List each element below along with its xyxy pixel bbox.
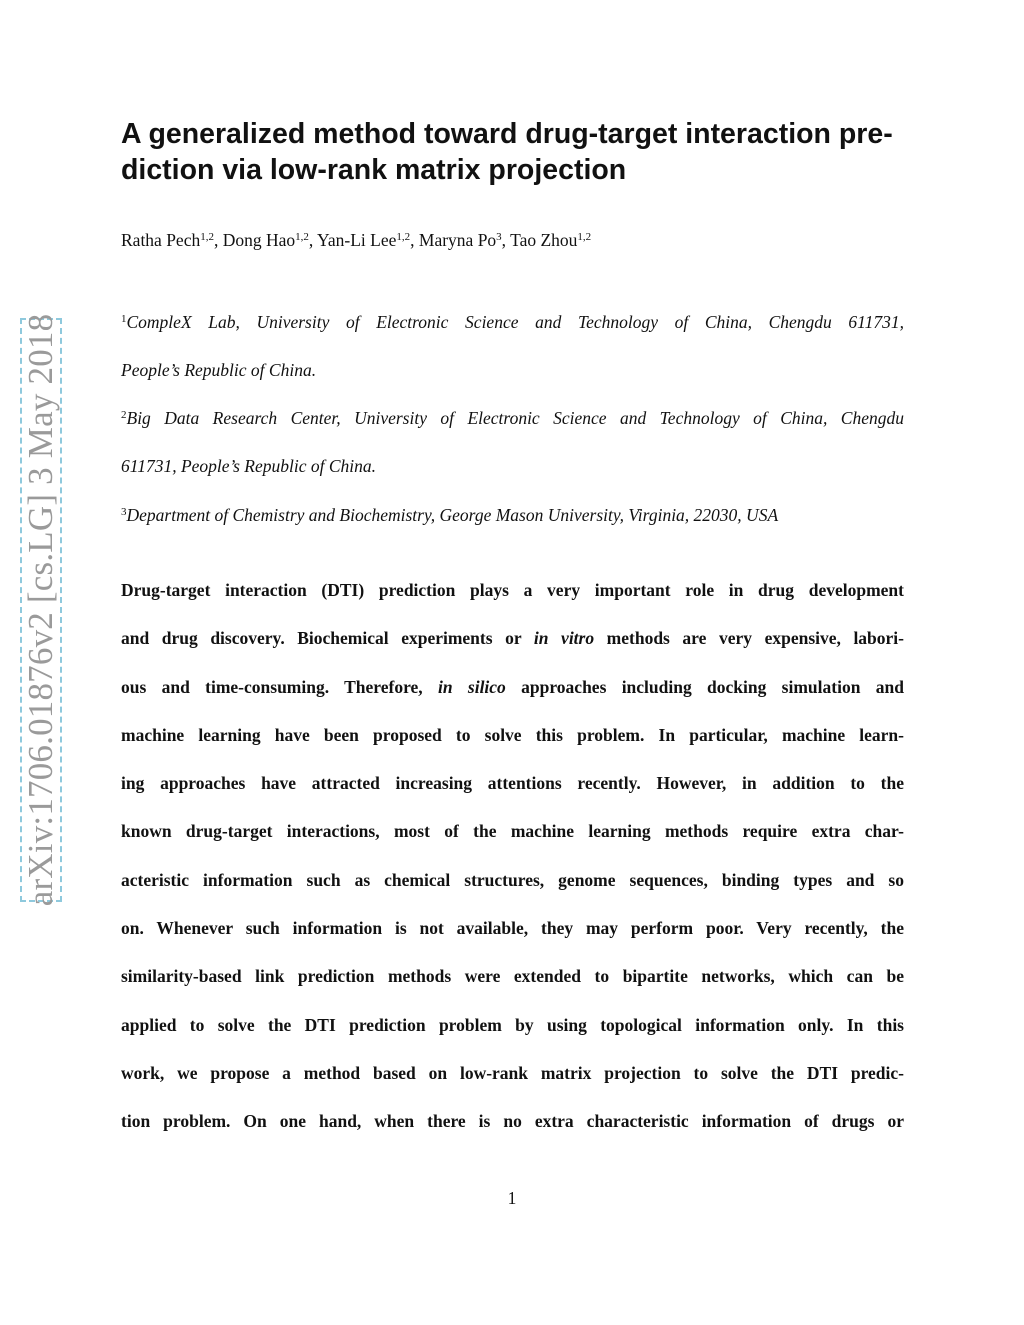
affiliation-mark: 1 <box>121 313 127 325</box>
abstract-line: on. Whenever such information is not available, they may perform poor. Very recently, the <box>121 918 904 939</box>
abstract-line: similarity-based link prediction methods were extended to bipartite networks, which can be <box>121 966 904 987</box>
arxiv-identifier: arXiv:1706.01876v2 [cs.LG] 3 May 2018 <box>21 313 60 907</box>
affiliation-2-line-2: 611731, People’s Republic of China. <box>121 456 377 476</box>
author-name: Yan-Li Lee <box>317 230 397 250</box>
author-separator: , <box>501 230 511 250</box>
affiliation-mark: 3 <box>121 506 127 518</box>
affiliation-mark: 2 <box>121 409 127 421</box>
author-name: Dong Hao <box>222 230 296 250</box>
affiliation-1-line-1 <box>121 312 904 333</box>
author-affiliation-mark: 3 <box>496 231 502 243</box>
author-affiliation-mark: 1,2 <box>200 231 214 243</box>
abstract-line: ing approaches have attracted increasing attentions recently. However, in addition to the <box>121 773 904 794</box>
italic-term: in vitro <box>533 628 595 649</box>
author-separator: , <box>410 230 419 250</box>
abstract-line: work, we propose a method based on low-rank matrix projection to solve the DTI predic- <box>121 1062 904 1083</box>
author-name: Ratha Pech <box>121 230 201 250</box>
abstract-line: Drug-target interaction (DTI) prediction plays a very important role in drug development <box>121 580 904 600</box>
italic-term: in silico <box>437 676 506 697</box>
author-list <box>121 230 591 251</box>
abstract-line: known drug-target interactions, most of the machine learning methods require extra char- <box>121 821 904 842</box>
author-separator: , <box>308 230 317 250</box>
author-affiliation-mark: 1,2 <box>396 231 411 243</box>
affiliation-1-line-2: People’s Republic of China. <box>121 360 317 380</box>
abstract-line: ous and time-consuming. Therefore, in silico approaches including docking simulation and <box>121 676 904 697</box>
page-number: 1 <box>507 1188 517 1208</box>
affiliation-text: CompleX Lab, University of Electronic Science and Technology of China, Chengdu 611731, <box>126 312 904 332</box>
author-name: Tao Zhou <box>510 230 578 250</box>
affiliation-text: Big Data Research Center, University of Electronic Science and Technology of China, Chengdu <box>126 408 904 428</box>
arxiv-stamp <box>20 313 62 907</box>
affiliation-3-line-1 <box>121 505 904 526</box>
affiliation-text: Department of Chemistry and Biochemistry, George Mason University, Virginia, 22030, USA <box>126 505 779 525</box>
abstract-line: and drug discovery. Biochemical experiments or in vitro methods are very expensive, labori- <box>121 628 904 649</box>
abstract-line: applied to solve the DTI prediction problem by using topological information only. In this <box>121 1014 904 1035</box>
affiliation-2-line-1 <box>121 408 904 429</box>
paper-title <box>121 116 911 188</box>
abstract <box>121 576 904 1156</box>
abstract-line: acteristic information such as chemical structures, genome sequences, binding types and so <box>121 869 904 890</box>
title-line-1: A generalized method toward drug-target interaction pre- <box>121 118 893 150</box>
author-name: Maryna Po <box>418 230 497 250</box>
abstract-line: tion problem. On one hand, when there is no extra characteristic information of drugs or <box>121 1111 904 1132</box>
author-separator: , <box>213 230 223 250</box>
author-affiliation-mark: 1,2 <box>577 231 592 243</box>
title-line-2: diction via low-rank matrix projection <box>121 154 627 186</box>
author-affiliation-mark: 1,2 <box>295 231 309 243</box>
abstract-line: machine learning have been proposed to solve this problem. In particular, machine learn- <box>121 724 904 745</box>
